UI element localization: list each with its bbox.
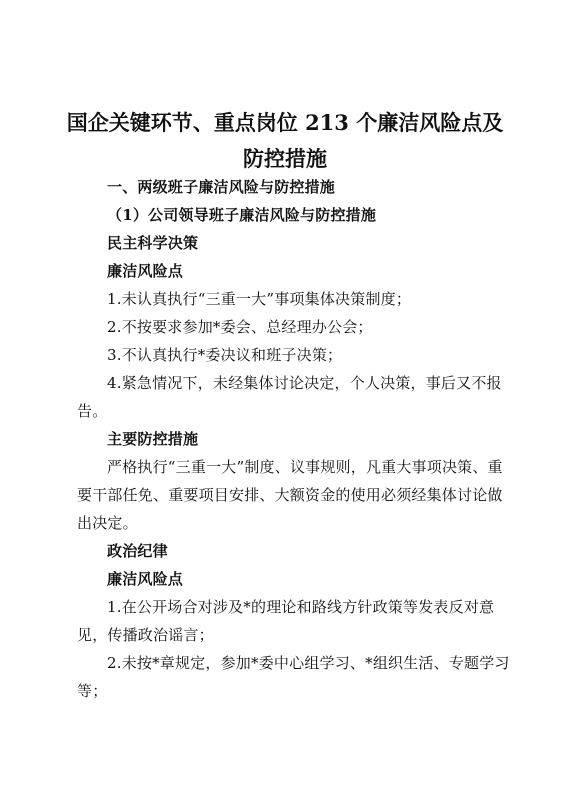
topic-heading: 民主科学决策 (107, 234, 199, 252)
document-title-line-2: 防控措施 (243, 146, 327, 171)
measure-paragraph-line: 要干部任免、重要项目安排、大额资金的使用必须经集体讨论做 (77, 486, 503, 504)
risk-item-continuation: 等； (77, 682, 108, 700)
risk-item: 2.不按要求参加*委会、总经理办公会； (107, 318, 373, 336)
topic-heading: 政治纪律 (107, 542, 168, 560)
risk-points-heading: 廉洁风险点 (107, 262, 184, 280)
risk-item: 2.未按*章规定，参加*委中心组学习、*组织生活、专题学习 (107, 654, 510, 672)
risk-item: 3.不认真执行*委决议和班子决策； (107, 346, 343, 364)
measure-paragraph-line: 出决定。 (77, 514, 138, 532)
measures-heading: 主要防控措施 (107, 430, 199, 448)
risk-points-heading: 廉洁风险点 (107, 570, 184, 588)
risk-item: 1.未认真执行“三重一大”事项集体决策制度； (107, 290, 412, 308)
risk-item-continuation: 告。 (77, 402, 108, 420)
risk-item: 4.紧急情况下，未经集体讨论决定，个人决策，事后又不报 (107, 374, 502, 392)
risk-item: 1.在公开场合对涉及*的理论和路线方针政策等发表反对意 (107, 598, 495, 616)
subsection-heading: （1）公司领导班子廉洁风险与防控措施 (107, 206, 377, 224)
document-title-line-1: 国企关键环节、重点岗位 213 个廉洁风险点及 (66, 110, 504, 135)
measure-paragraph-line: 严格执行“三重一大”制度、议事规则，凡重大事项决策、重 (107, 458, 503, 476)
risk-item-continuation: 见，传播政治谣言； (77, 626, 214, 644)
section-heading: 一、两级班子廉洁风险与防控措施 (107, 178, 336, 196)
